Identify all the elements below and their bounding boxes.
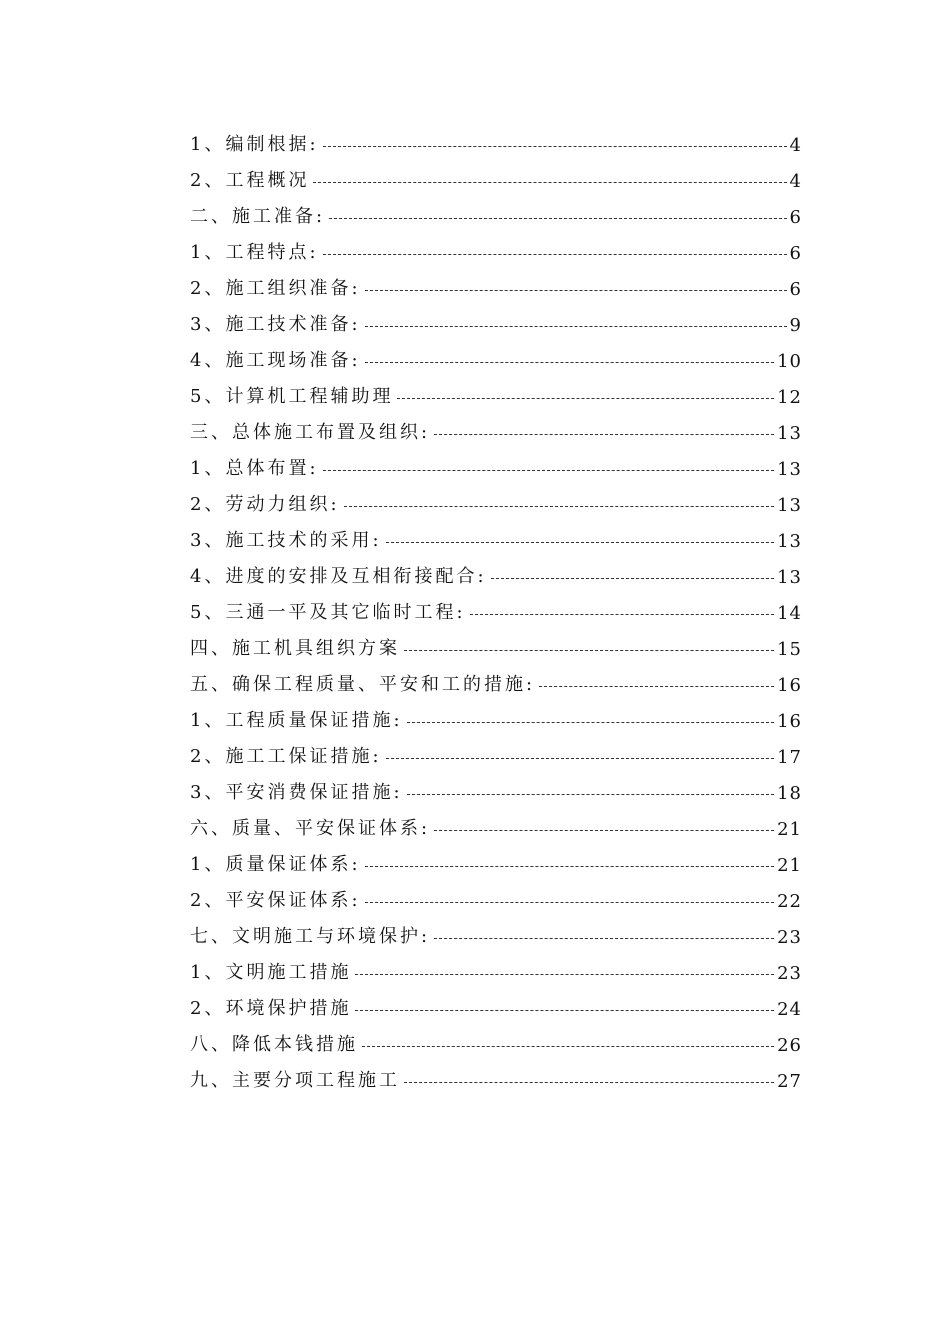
toc-dot-leader [397, 398, 774, 399]
toc-entry-page-number: 6 [789, 243, 802, 264]
toc-entry-title: 2、施工组织准备: [190, 278, 361, 299]
toc-entry[interactable] [190, 516, 802, 552]
toc-entry[interactable] [190, 588, 802, 624]
toc-dot-leader [434, 830, 774, 831]
toc-entry-page-number: 17 [777, 747, 802, 768]
toc-entry-title: 2、劳动力组织: [190, 494, 340, 515]
toc-entry-page-number: 13 [777, 567, 802, 588]
toc-dot-leader [407, 722, 775, 723]
toc-entry-title: 二、施工准备: [190, 206, 326, 227]
toc-entry-page-number: 16 [777, 675, 802, 696]
toc-entry-page-number: 12 [777, 387, 802, 408]
toc-entry[interactable] [190, 156, 802, 192]
toc-entry-page-number: 9 [789, 315, 802, 336]
toc-entry[interactable] [190, 408, 802, 444]
toc-dot-leader [407, 794, 775, 795]
toc-entry-page-number: 16 [777, 711, 802, 732]
toc-entry-title: 2、施工工保证措施: [190, 746, 382, 767]
toc-entry-page-number: 21 [777, 855, 802, 876]
toc-dot-leader [362, 1046, 774, 1047]
toc-entry-page-number: 14 [777, 603, 802, 624]
toc-entry-title: 5、计算机工程辅助理 [190, 386, 394, 407]
toc-entry[interactable] [190, 552, 802, 588]
toc-dot-leader [365, 866, 775, 867]
toc-entry[interactable] [190, 984, 802, 1020]
toc-dot-leader [491, 578, 775, 579]
toc-entry[interactable] [190, 660, 802, 696]
toc-dot-leader [323, 146, 787, 147]
toc-entry-page-number: 23 [777, 963, 802, 984]
toc-entry-page-number: 13 [777, 531, 802, 552]
toc-entry-title: 3、平安消费保证措施: [190, 782, 403, 803]
toc-entry[interactable] [190, 1020, 802, 1056]
toc-entry-title: 六、质量、平安保证体系: [190, 818, 431, 839]
toc-entry-page-number: 6 [789, 207, 802, 228]
toc-entry[interactable] [190, 876, 802, 912]
toc-entry[interactable] [190, 948, 802, 984]
toc-entry-page-number: 10 [777, 351, 802, 372]
toc-entry-title: 1、文明施工措施 [190, 962, 352, 983]
toc-entry[interactable] [190, 264, 802, 300]
toc-entry-title: 七、文明施工与环境保护: [190, 926, 431, 947]
toc-entry-title: 4、进度的安排及互相衔接配合: [190, 566, 487, 587]
toc-entry-title: 2、工程概况 [190, 170, 310, 191]
toc-entry-title: 四、施工机具组织方案 [190, 638, 400, 659]
toc-dot-leader [434, 434, 774, 435]
toc-entry[interactable] [190, 336, 802, 372]
toc-entry-page-number: 4 [789, 135, 802, 156]
toc-dot-leader [404, 650, 774, 651]
toc-dot-leader [365, 326, 787, 327]
toc-entry-title: 4、施工现场准备: [190, 350, 361, 371]
toc-entry[interactable] [190, 804, 802, 840]
toc-dot-leader [404, 1082, 774, 1083]
toc-dot-leader [434, 938, 774, 939]
toc-entry[interactable] [190, 480, 802, 516]
toc-entry-title: 九、主要分项工程施工 [190, 1070, 400, 1091]
toc-entry[interactable] [190, 696, 802, 732]
toc-dot-leader [323, 470, 775, 471]
toc-entry[interactable] [190, 120, 802, 156]
toc-entry-page-number: 24 [777, 999, 802, 1020]
toc-dot-leader [470, 614, 775, 615]
toc-entry[interactable] [190, 624, 802, 660]
toc-dot-leader [313, 182, 786, 183]
toc-dot-leader [323, 254, 787, 255]
toc-entry-page-number: 23 [777, 927, 802, 948]
toc-entry-title: 2、环境保护措施 [190, 998, 352, 1019]
toc-entry[interactable] [190, 768, 802, 804]
toc-entry-page-number: 4 [789, 171, 802, 192]
toc-dot-leader [539, 686, 774, 687]
toc-entry-title: 八、降低本钱措施 [190, 1034, 358, 1055]
toc-dot-leader [365, 290, 787, 291]
toc-entry-page-number: 22 [777, 891, 802, 912]
toc-entry[interactable] [190, 732, 802, 768]
toc-entry-title: 1、总体布置: [190, 458, 319, 479]
toc-dot-leader [365, 362, 775, 363]
toc-entry-title: 3、施工技术的采用: [190, 530, 382, 551]
toc-dot-leader [386, 758, 775, 759]
toc-entry-page-number: 13 [777, 495, 802, 516]
toc-entry-title: 5、三通一平及其它临时工程: [190, 602, 466, 623]
toc-entry-page-number: 13 [777, 423, 802, 444]
toc-entry-page-number: 6 [789, 279, 802, 300]
toc-entry-title: 3、施工技术准备: [190, 314, 361, 335]
toc-dot-leader [344, 506, 775, 507]
toc-entry-title: 1、工程特点: [190, 242, 319, 263]
toc-entry-title: 五、确保工程质量、平安和工的措施: [190, 674, 536, 695]
toc-entry[interactable] [190, 192, 802, 228]
toc-dot-leader [329, 218, 786, 219]
toc-entry-title: 1、工程质量保证措施: [190, 710, 403, 731]
toc-entry-page-number: 21 [777, 819, 802, 840]
toc-entry-page-number: 15 [777, 639, 802, 660]
toc-dot-leader [386, 542, 775, 543]
toc-entry[interactable] [190, 228, 802, 264]
toc-dot-leader [355, 974, 774, 975]
table-of-contents [190, 120, 802, 1092]
toc-entry-title: 1、编制根据: [190, 134, 319, 155]
toc-entry-title: 1、质量保证体系: [190, 854, 361, 875]
toc-entry[interactable] [190, 300, 802, 336]
toc-entry-page-number: 13 [777, 459, 802, 480]
toc-entry[interactable] [190, 1056, 802, 1092]
toc-entry[interactable] [190, 372, 802, 408]
toc-entry[interactable] [190, 444, 802, 480]
toc-entry-page-number: 26 [777, 1035, 802, 1056]
toc-entry-title: 2、平安保证体系: [190, 890, 361, 911]
toc-entry-title: 三、总体施工布置及组织: [190, 422, 431, 443]
toc-entry-page-number: 18 [777, 783, 802, 804]
toc-entry[interactable] [190, 912, 802, 948]
toc-dot-leader [355, 1010, 774, 1011]
toc-entry-page-number: 27 [777, 1071, 802, 1092]
toc-dot-leader [365, 902, 775, 903]
toc-entry[interactable] [190, 840, 802, 876]
